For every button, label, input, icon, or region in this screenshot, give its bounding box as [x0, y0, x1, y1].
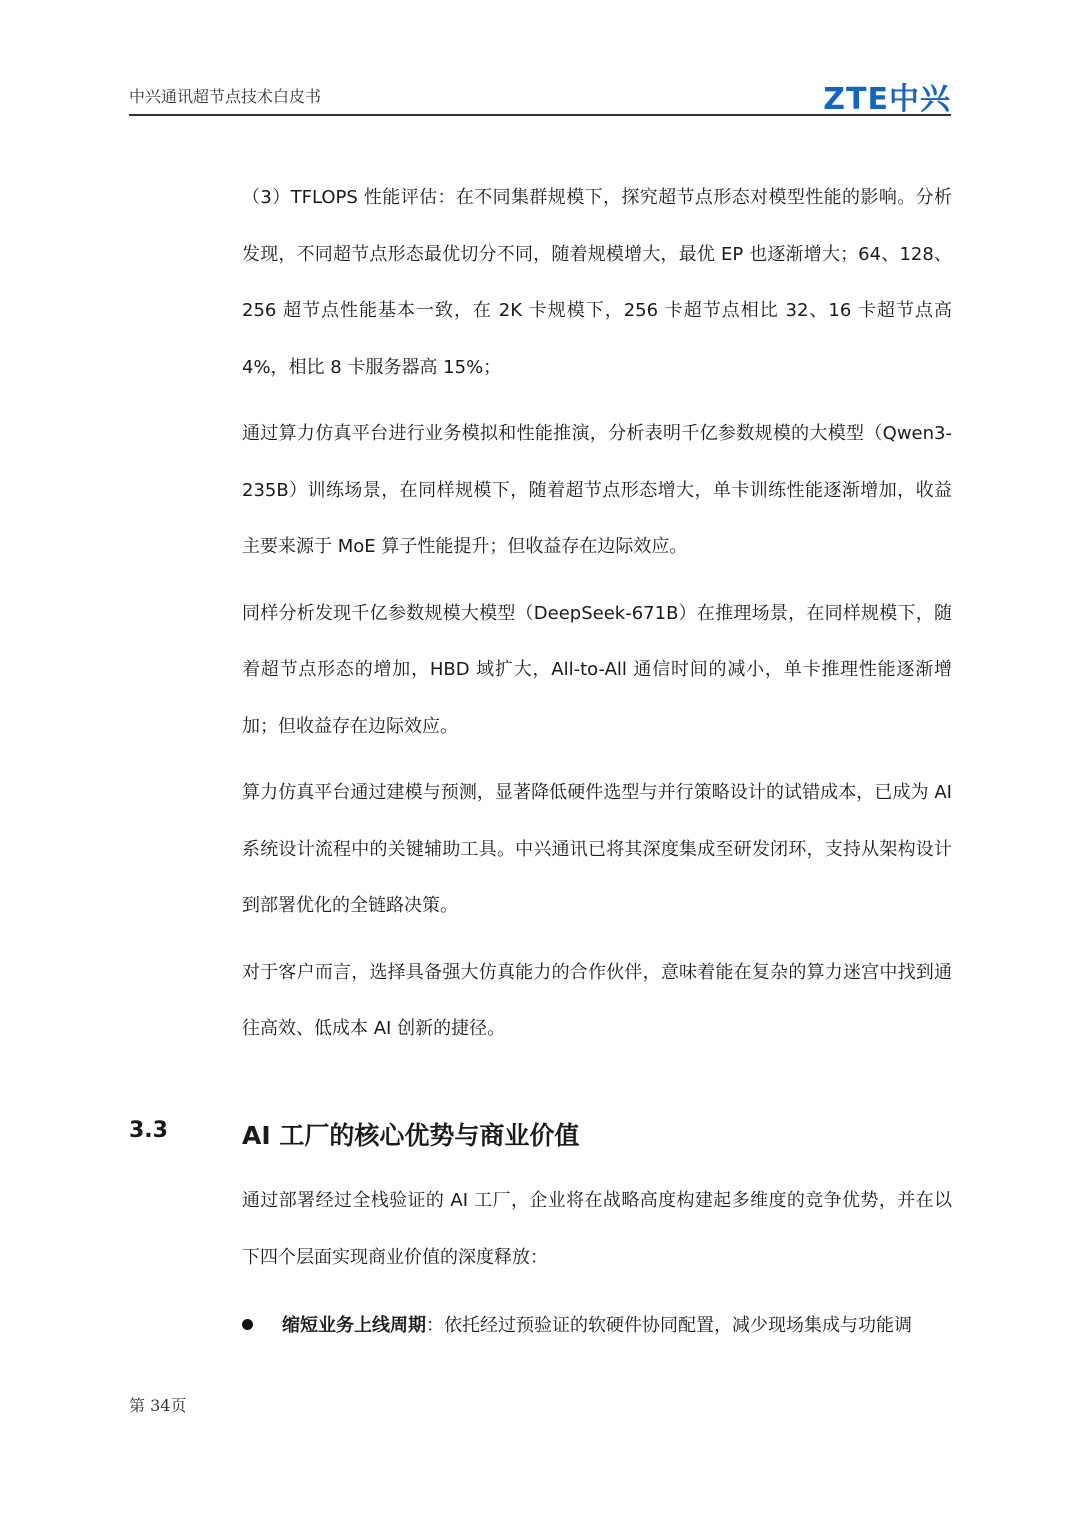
body-text [242, 170, 952, 1068]
section-title: AI 工厂的核心优势与商业价值 [242, 1121, 580, 1150]
zte-logo: ZTE中兴 [823, 82, 951, 117]
paragraph-tflops: （3）TFLOPS 性能评估：在不同集群规模下，探究超节点形态对模型性能的影响。分析发现，不同超节点形态最优切分不同，随着规模增大，最优 EP 也逐渐增大；64、128、256 超节点性能基本一致，在 2K 卡规模下，256 卡超节点相比 32、16 卡超节点高 4%，相比 8 卡服务器高 15%； [242, 187, 952, 378]
bullet-term: 缩短业务上线周期 [282, 1315, 426, 1336]
bullet-item [242, 1298, 952, 1355]
section-body [242, 1173, 952, 1296]
bullet-text: ：依托经过预验证的软硬件协同配置，减少现场集成与功能调 [426, 1315, 912, 1336]
paragraph-training: 通过算力仿真平台进行业务模拟和性能推演，分析表明千亿参数规模的大模型（Qwen3-235B）训练场景，在同样规模下，随着超节点形态增大，单卡训练性能逐渐增加，收益主要来源于 MoE 算子性能提升；但收益存在边际效应。 [242, 423, 952, 557]
paragraph-inference: 同样分析发现千亿参数规模大模型（DeepSeek-671B）在推理场景，在同样规模下，随着超节点形态的增加，HBD 域扩大，All-to-All 通信时间的减小，单卡推理性能逐渐增加；但收益存在边际效应。 [242, 602, 952, 737]
page-header [129, 70, 951, 116]
page-number: 第 34页 [129, 1396, 187, 1415]
paragraph-customer: 对于客户而言，选择具备强大仿真能力的合作伙伴，意味着能在复杂的算力迷宫中找到通往高效、低成本 AI 创新的捷径。 [242, 961, 952, 1039]
document-title: 中兴通讯超节点技术白皮书 [129, 87, 322, 106]
section-heading [129, 1108, 952, 1160]
bullet-dot-icon [242, 1319, 253, 1330]
paragraph-platform: 算力仿真平台通过建模与预测，显著降低硬件选型与并行策略设计的试错成本，已成为 AI 系统设计流程中的关键辅助工具。中兴通讯已将其深度集成至研发闭环，支持从架构设计到部署优化的全链路决策。 [242, 782, 952, 916]
section-number: 3.3 [129, 1118, 168, 1143]
section-intro: 通过部署经过全栈验证的 AI 工厂，企业将在战略高度构建起多维度的竞争优势，并在以下四个层面实现商业价值的深度释放： [242, 1190, 952, 1268]
